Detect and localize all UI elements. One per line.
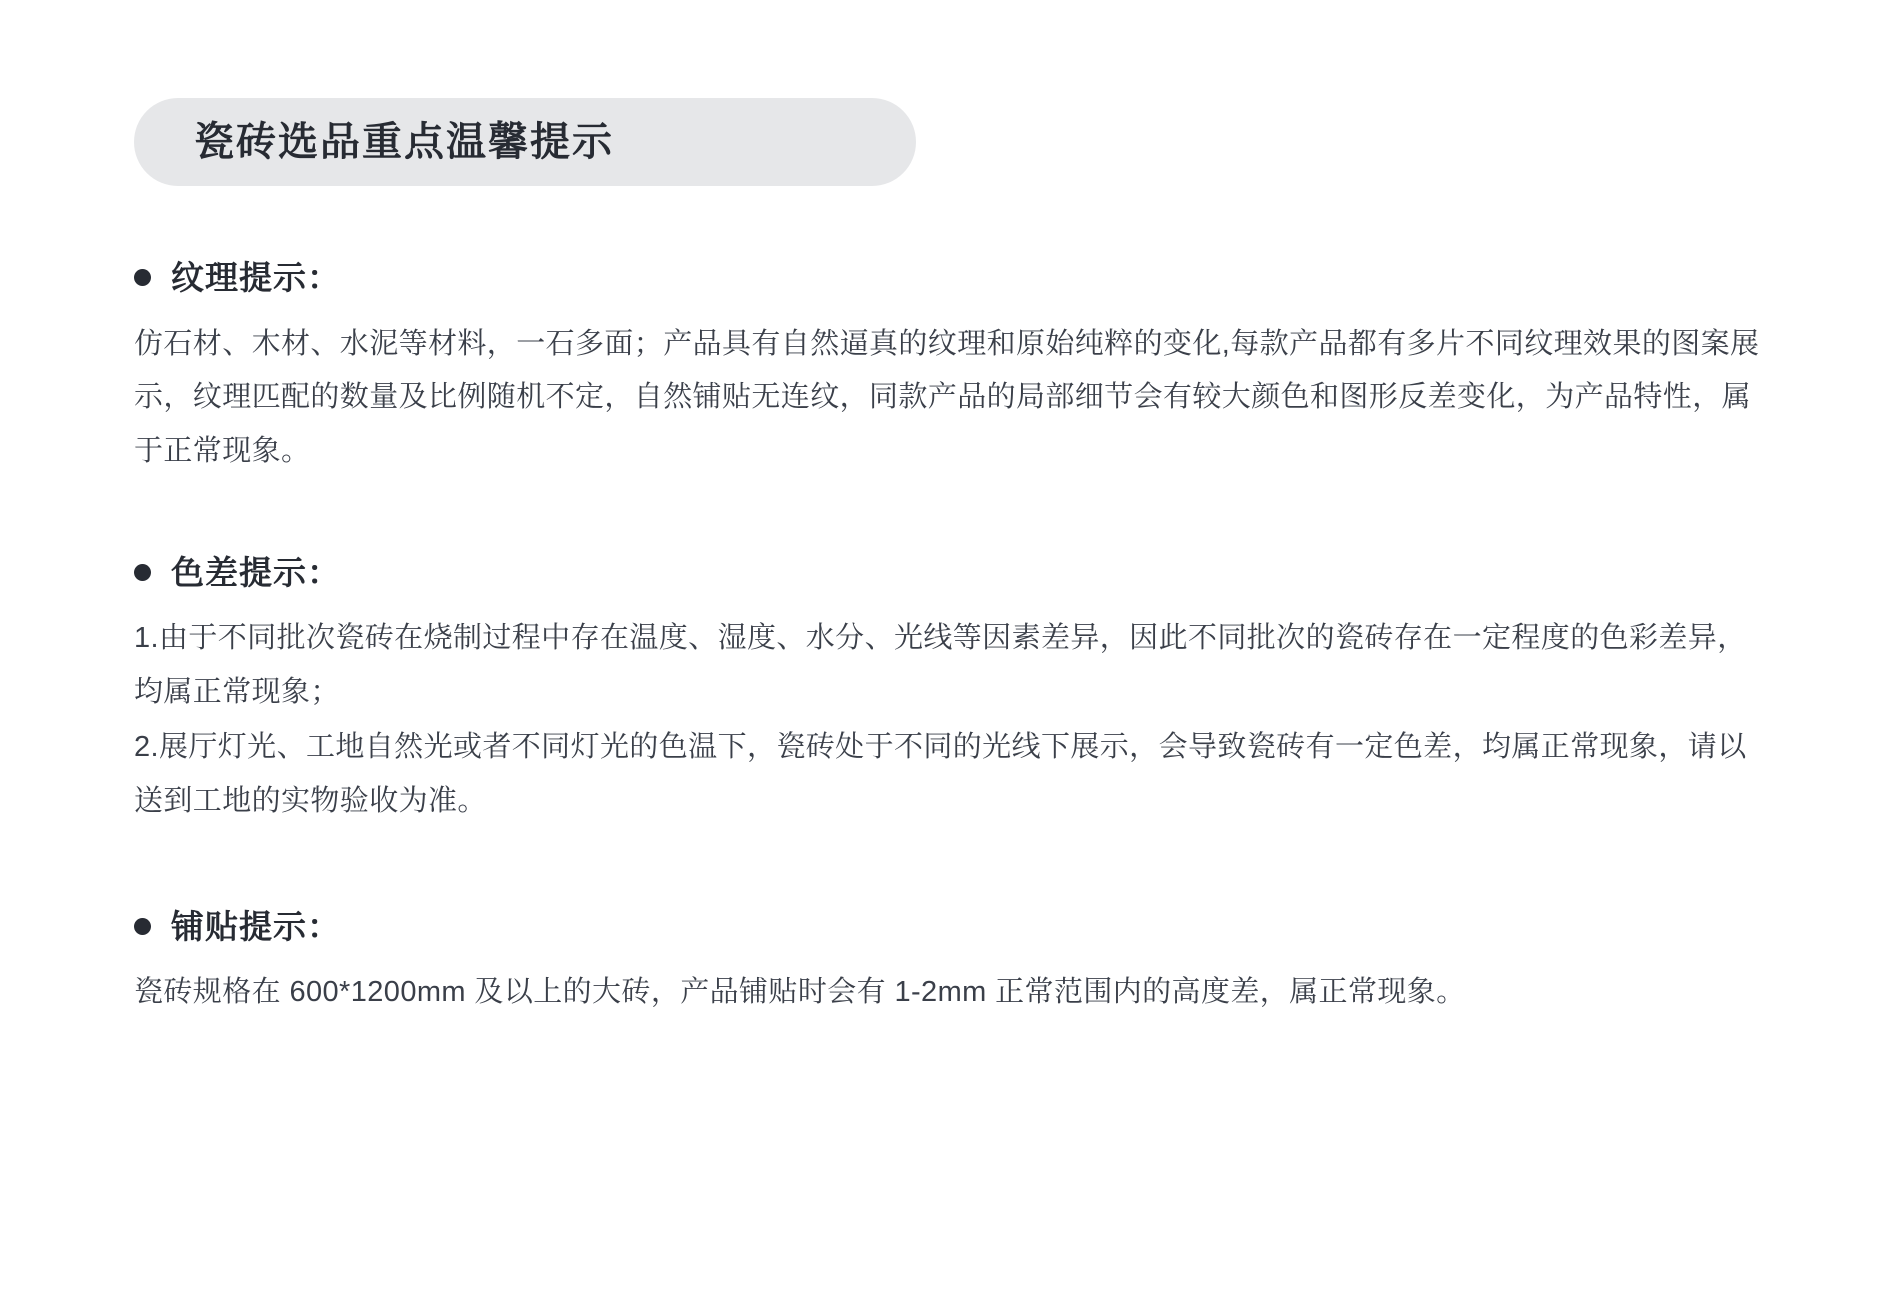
paragraph: 1.由于不同批次瓷砖在烧制过程中存在温度、湿度、水分、光线等因素差异，因此不同批次的瓷砖存在一定程度的色彩差异，均属正常现象； [134, 622, 1747, 708]
section-paving [134, 907, 1774, 1020]
section-paving-title: 铺贴提示： [171, 907, 341, 945]
paragraph: 2.展厅灯光、工地自然光或者不同灯光的色温下，瓷砖处于不同的光线下展示，会导致瓷砖有一定色差，均属正常现象，请以送到工地的实物验收为准。 [134, 731, 1747, 818]
section-texture-body [134, 318, 1774, 479]
filled-dot-icon [134, 564, 151, 581]
page-title-pill [134, 98, 916, 186]
section-color-difference [134, 553, 1774, 829]
section-texture-title: 纹理提示： [171, 259, 341, 296]
section-color-difference-body [134, 612, 1774, 829]
content-area [134, 258, 1774, 1020]
section-texture-header [134, 258, 1774, 298]
paragraph: 仿石材、木材、水泥等材料，一石多面；产品具有自然逼真的纹理和原始纯粹的变化,每款产品都有多片不同纹理效果的图案展示，纹理匹配的数量及比例随机不定，自然铺贴无连纹，同款产品的局部细节会有较大颜色和图形反差变化，为产品特性，属于正常现象。 [134, 327, 1760, 467]
section-texture [134, 258, 1774, 479]
section-paving-body [134, 966, 1774, 1020]
filled-dot-icon [134, 918, 151, 935]
section-paving-header [134, 907, 1774, 947]
section-color-difference-title: 色差提示： [171, 553, 341, 591]
page-title: 瓷砖选品重点温馨提示 [194, 120, 614, 164]
paragraph: 瓷砖规格在 600*1200mm 及以上的大砖，产品铺贴时会有 1-2mm 正常范围内的高度差，属正常现象。 [134, 976, 1466, 1009]
filled-dot-icon [134, 269, 151, 286]
section-color-difference-header [134, 553, 1774, 593]
